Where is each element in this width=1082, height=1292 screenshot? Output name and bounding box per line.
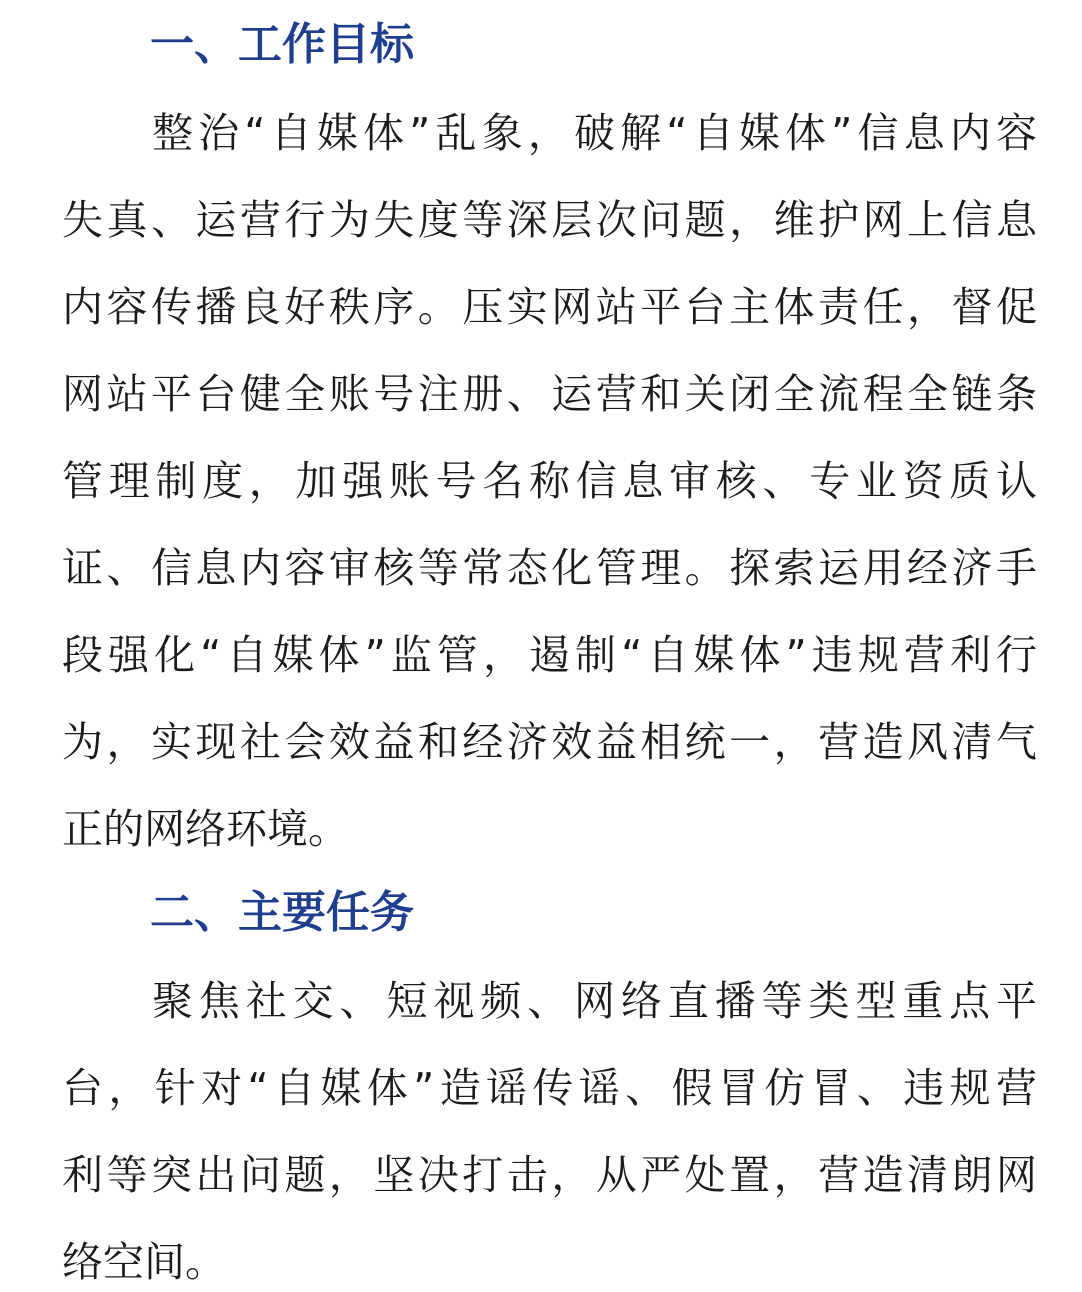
section-1-heading: 一、工作目标 bbox=[150, 19, 414, 70]
section-2-line-4: 络空间。 bbox=[62, 1238, 226, 1286]
section-1-line-8: 为，实现社会效益和经济效益相统一，营造风清气 bbox=[62, 718, 1037, 766]
section-1-line-7: 段强化“自媒体”监管，遏制“自媒体”违规营利行 bbox=[62, 631, 1037, 679]
section-1-line-9: 正的网络环境。 bbox=[62, 805, 349, 853]
section-2-line-2: 台，针对“自媒体”造谣传谣、假冒仿冒、违规营 bbox=[62, 1064, 1037, 1112]
section-1-line-1: 整治“自媒体”乱象，破解“自媒体”信息内容 bbox=[152, 109, 1037, 157]
section-2-heading: 二、主要任务 bbox=[150, 887, 414, 938]
section-1-line-6: 证、信息内容审核等常态化管理。探索运用经济手 bbox=[62, 544, 1037, 592]
section-1-line-2: 失真、运营行为失度等深层次问题，维护网上信息 bbox=[62, 196, 1037, 244]
section-1-line-4: 网站平台健全账号注册、运营和关闭全流程全链条 bbox=[62, 370, 1037, 418]
section-2-line-3: 利等突出问题，坚决打击，从严处置，营造清朗网 bbox=[62, 1151, 1037, 1199]
section-1-line-3: 内容传播良好秩序。压实网站平台主体责任，督促 bbox=[62, 283, 1037, 331]
section-2-line-1: 聚焦社交、短视频、网络直播等类型重点平 bbox=[152, 977, 1037, 1025]
section-1-line-5: 管理制度，加强账号名称信息审核、专业资质认 bbox=[62, 457, 1037, 505]
